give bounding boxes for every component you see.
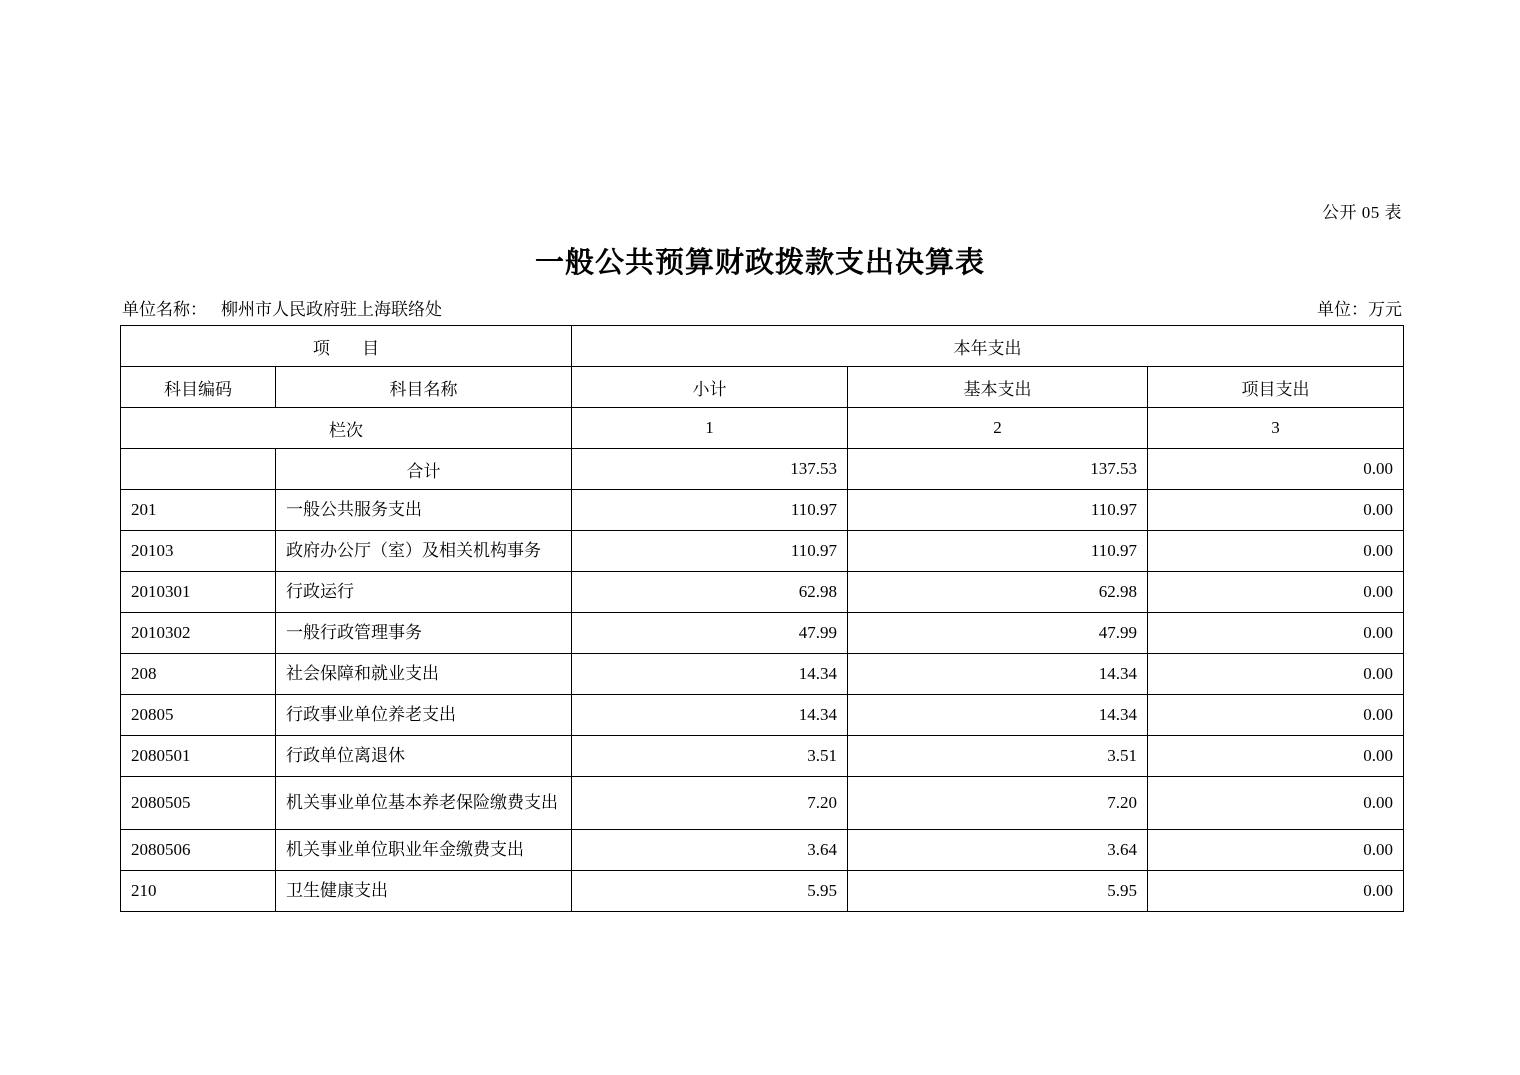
row-subtotal: 62.98 bbox=[572, 572, 848, 613]
header-column-1: 1 bbox=[572, 408, 848, 449]
row-code: 210 bbox=[121, 871, 276, 912]
header-column-index-label: 栏次 bbox=[121, 408, 572, 449]
table-row bbox=[121, 613, 1404, 654]
row-basic: 110.97 bbox=[848, 531, 1148, 572]
row-project: 0.00 bbox=[1148, 531, 1404, 572]
table-row bbox=[121, 830, 1404, 871]
row-name: 一般公共服务支出 bbox=[276, 490, 572, 531]
table-row bbox=[121, 490, 1404, 531]
row-name: 行政运行 bbox=[276, 572, 572, 613]
header-item-group: 项 目 bbox=[121, 326, 572, 367]
row-project: 0.00 bbox=[1148, 613, 1404, 654]
table-row bbox=[121, 531, 1404, 572]
row-name: 机关事业单位基本养老保险缴费支出 bbox=[276, 777, 572, 830]
row-name: 社会保障和就业支出 bbox=[276, 654, 572, 695]
header-column-2: 2 bbox=[848, 408, 1148, 449]
table-row bbox=[121, 572, 1404, 613]
table-row bbox=[121, 871, 1404, 912]
unit-name-label: 单位名称： bbox=[122, 300, 207, 319]
table-row bbox=[121, 777, 1404, 830]
row-project: 0.00 bbox=[1148, 654, 1404, 695]
row-subtotal: 3.64 bbox=[572, 830, 848, 871]
row-subtotal: 7.20 bbox=[572, 777, 848, 830]
row-subtotal: 3.51 bbox=[572, 736, 848, 777]
row-name: 卫生健康支出 bbox=[276, 871, 572, 912]
unit-name-block bbox=[122, 295, 442, 320]
header-project-expenditure: 项目支出 bbox=[1148, 367, 1404, 408]
row-code: 20805 bbox=[121, 695, 276, 736]
header-subject-code: 科目编码 bbox=[121, 367, 276, 408]
row-code: 2010302 bbox=[121, 613, 276, 654]
row-code: 2080501 bbox=[121, 736, 276, 777]
table-row bbox=[121, 695, 1404, 736]
row-subtotal: 47.99 bbox=[572, 613, 848, 654]
page-title: 一般公共预算财政拨款支出决算表 bbox=[534, 247, 985, 279]
form-code-label: 公开 05 表 bbox=[1322, 203, 1402, 222]
table-row-total bbox=[121, 449, 1404, 490]
total-label: 合计 bbox=[276, 449, 572, 490]
row-name: 行政单位离退休 bbox=[276, 736, 572, 777]
row-project: 0.00 bbox=[1148, 490, 1404, 531]
row-code: 20103 bbox=[121, 531, 276, 572]
table-header-row-3 bbox=[121, 408, 1404, 449]
row-basic: 14.34 bbox=[848, 654, 1148, 695]
row-subtotal: 5.95 bbox=[572, 871, 848, 912]
row-code: 2080506 bbox=[121, 830, 276, 871]
total-code bbox=[121, 449, 276, 490]
row-project: 0.00 bbox=[1148, 736, 1404, 777]
row-subtotal: 110.97 bbox=[572, 531, 848, 572]
total-project: 0.00 bbox=[1148, 449, 1404, 490]
budget-expenditure-table bbox=[120, 325, 1404, 912]
row-project: 0.00 bbox=[1148, 830, 1404, 871]
row-basic: 3.64 bbox=[848, 830, 1148, 871]
row-basic: 3.51 bbox=[848, 736, 1148, 777]
row-project: 0.00 bbox=[1148, 572, 1404, 613]
unit-name-value: 柳州市人民政府驻上海联络处 bbox=[221, 300, 442, 319]
row-basic: 14.34 bbox=[848, 695, 1148, 736]
amount-unit-label: 单位：万元 bbox=[1317, 300, 1402, 319]
header-current-year-group: 本年支出 bbox=[572, 326, 1404, 367]
row-code: 201 bbox=[121, 490, 276, 531]
row-basic: 5.95 bbox=[848, 871, 1148, 912]
table-row bbox=[121, 654, 1404, 695]
row-code: 2010301 bbox=[121, 572, 276, 613]
row-basic: 47.99 bbox=[848, 613, 1148, 654]
row-name: 机关事业单位职业年金缴费支出 bbox=[276, 830, 572, 871]
row-subtotal: 110.97 bbox=[572, 490, 848, 531]
row-subtotal: 14.34 bbox=[572, 695, 848, 736]
total-basic: 137.53 bbox=[848, 449, 1148, 490]
row-name: 行政事业单位养老支出 bbox=[276, 695, 572, 736]
total-subtotal: 137.53 bbox=[572, 449, 848, 490]
row-project: 0.00 bbox=[1148, 695, 1404, 736]
row-basic: 7.20 bbox=[848, 777, 1148, 830]
row-code: 208 bbox=[121, 654, 276, 695]
table-header-row-1 bbox=[121, 326, 1404, 367]
row-subtotal: 14.34 bbox=[572, 654, 848, 695]
header-subtotal: 小计 bbox=[572, 367, 848, 408]
row-name: 政府办公厅（室）及相关机构事务 bbox=[276, 531, 572, 572]
header-basic-expenditure: 基本支出 bbox=[848, 367, 1148, 408]
row-code: 2080505 bbox=[121, 777, 276, 830]
table-header-row-2 bbox=[121, 367, 1404, 408]
row-basic: 62.98 bbox=[848, 572, 1148, 613]
row-basic: 110.97 bbox=[848, 490, 1148, 531]
row-project: 0.00 bbox=[1148, 777, 1404, 830]
header-subject-name: 科目名称 bbox=[276, 367, 572, 408]
table-row bbox=[121, 736, 1404, 777]
row-project: 0.00 bbox=[1148, 871, 1404, 912]
header-column-3: 3 bbox=[1148, 408, 1404, 449]
meta-row bbox=[122, 295, 1402, 319]
row-name: 一般行政管理事务 bbox=[276, 613, 572, 654]
